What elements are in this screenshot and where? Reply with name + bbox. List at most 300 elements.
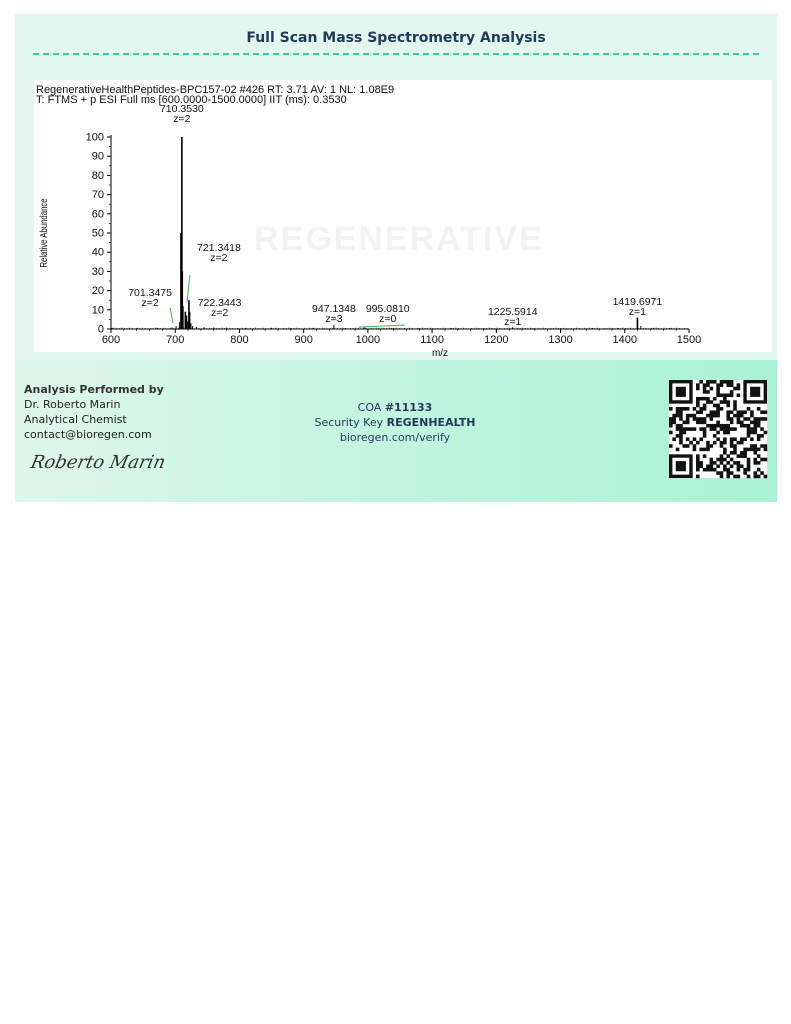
qr-module <box>737 410 741 414</box>
qr-module <box>703 454 707 458</box>
qr-module <box>679 434 683 438</box>
qr-module <box>740 451 744 455</box>
qr-module <box>753 431 757 435</box>
qr-module <box>696 397 700 401</box>
qr-module <box>733 448 737 452</box>
qr-module <box>740 410 744 414</box>
qr-module <box>710 468 714 472</box>
qr-module <box>686 417 690 421</box>
qr-module <box>713 461 717 465</box>
qr-module <box>757 437 761 441</box>
qr-module <box>747 424 751 428</box>
qr-module <box>723 468 727 472</box>
qr-module <box>740 454 744 458</box>
qr-module <box>743 424 747 428</box>
qr-module <box>699 448 703 452</box>
qr-module <box>669 424 673 428</box>
qr-module <box>753 444 757 448</box>
qr-module <box>733 444 737 448</box>
qr-module <box>676 414 680 418</box>
qr-module <box>737 475 741 479</box>
x-tick-label: 1100 <box>420 334 444 346</box>
peak-mz-label: 1225.5914 <box>487 306 538 318</box>
qr-module <box>679 424 683 428</box>
qr-module <box>696 468 700 472</box>
qr-module <box>703 421 707 425</box>
qr-module <box>760 410 764 414</box>
qr-module <box>730 417 734 421</box>
qr-module <box>723 458 727 462</box>
qr-module <box>726 454 730 458</box>
qr-module <box>696 454 700 458</box>
qr-module <box>696 461 700 465</box>
qr-module <box>757 454 761 458</box>
qr-module <box>710 444 714 448</box>
qr-module <box>686 437 690 441</box>
qr-module <box>703 431 707 435</box>
qr-module <box>743 437 747 441</box>
qr-module <box>699 397 703 401</box>
qr-module <box>706 383 710 387</box>
qr-module <box>693 444 697 448</box>
qr-module <box>713 427 717 431</box>
qr-module <box>703 387 707 391</box>
x-tick-label: 1400 <box>612 334 638 346</box>
qr-module <box>716 407 720 411</box>
coa-line <box>275 400 515 415</box>
y-tick-label: 50 <box>91 227 104 240</box>
qr-module <box>710 427 714 431</box>
qr-module <box>699 380 703 384</box>
qr-module <box>710 417 714 421</box>
qr-module <box>757 448 761 452</box>
analyst-role: Analytical Chemist <box>24 413 127 426</box>
qr-module <box>737 464 741 468</box>
qr-module <box>764 448 768 452</box>
qr-module <box>737 468 741 472</box>
verify-url[interactable]: bioregen.com/verify <box>339 431 451 444</box>
qr-module <box>710 464 714 468</box>
qr-module <box>720 458 724 462</box>
qr-module <box>679 427 683 431</box>
qr-module <box>726 424 730 428</box>
report-card <box>15 14 777 502</box>
mass-spectrum-panel <box>34 80 772 359</box>
qr-module <box>699 410 703 414</box>
qr-module <box>713 424 717 428</box>
mass-spectrum-chart <box>34 80 772 359</box>
qr-module <box>699 417 703 421</box>
qr-module <box>726 404 730 408</box>
qr-module <box>764 458 768 462</box>
qr-module <box>686 421 690 425</box>
qr-module <box>750 431 754 435</box>
qr-module <box>686 444 690 448</box>
qr-module <box>723 437 727 441</box>
qr-module <box>730 471 734 475</box>
qr-module <box>716 414 720 418</box>
qr-module <box>716 404 720 408</box>
qr-module <box>693 417 697 421</box>
qr-module <box>706 414 710 418</box>
qr-module <box>743 410 747 414</box>
qr-module <box>716 410 720 414</box>
qr-module <box>683 427 687 431</box>
qr-module <box>723 464 727 468</box>
qr-module <box>760 434 764 438</box>
qr-module <box>706 390 710 394</box>
coa-prefix: COA <box>357 401 385 414</box>
qr-module <box>730 390 734 394</box>
qr-module <box>696 400 700 404</box>
qr-module <box>726 410 730 414</box>
qr-module <box>753 461 757 465</box>
qr-module <box>764 417 768 421</box>
qr-module <box>710 380 714 384</box>
qr-module <box>679 407 683 411</box>
qr-module <box>730 437 734 441</box>
qr-module <box>706 397 710 401</box>
qr-module <box>716 464 720 468</box>
qr-module <box>726 400 730 404</box>
qr-module <box>710 387 714 391</box>
x-tick-label: 600 <box>101 334 121 346</box>
dashed-divider <box>33 53 759 55</box>
qr-module <box>750 414 754 418</box>
qr-module <box>710 461 714 465</box>
qr-module <box>696 441 700 445</box>
qr-module <box>737 454 741 458</box>
qr-module <box>743 471 747 475</box>
security-line <box>275 415 515 430</box>
qr-module <box>672 414 676 418</box>
qr-module <box>716 387 720 391</box>
qr-module <box>720 444 724 448</box>
peak-charge-label: z=1 <box>504 316 522 328</box>
qr-module <box>696 475 700 479</box>
qr-module <box>716 424 720 428</box>
qr-module <box>747 464 751 468</box>
qr-finder-inner <box>676 387 686 397</box>
peak-mz-label: 710.3530 <box>159 103 204 115</box>
qr-module <box>699 437 703 441</box>
qr-module <box>716 458 720 462</box>
qr-module <box>716 431 720 435</box>
qr-module <box>723 424 727 428</box>
analyst-block <box>24 382 164 442</box>
qr-module <box>720 475 724 479</box>
qr-module <box>703 434 707 438</box>
qr-module <box>716 471 720 475</box>
qr-module <box>716 390 720 394</box>
peak-charge-label: z=3 <box>325 313 343 325</box>
qr-module <box>699 464 703 468</box>
qr-module <box>726 380 730 384</box>
qr-module <box>747 475 751 479</box>
qr-module <box>676 434 680 438</box>
qr-module <box>730 427 734 431</box>
y-tick-label: 10 <box>91 304 104 317</box>
qr-code-icon[interactable] <box>669 380 767 478</box>
qr-module <box>720 461 724 465</box>
qr-module <box>703 427 707 431</box>
highlight-mark <box>170 308 173 323</box>
qr-module <box>730 444 734 448</box>
qr-module <box>760 471 764 475</box>
qr-module <box>706 380 710 384</box>
qr-module <box>716 394 720 398</box>
qr-module <box>703 404 707 408</box>
qr-module <box>753 424 757 428</box>
qr-module <box>753 475 757 479</box>
qr-module <box>740 464 744 468</box>
qr-module <box>733 437 737 441</box>
qr-module <box>720 424 724 428</box>
qr-module <box>713 404 717 408</box>
qr-module <box>753 451 757 455</box>
qr-module <box>686 407 690 411</box>
qr-module <box>696 383 700 387</box>
qr-module <box>747 458 751 462</box>
qr-module <box>730 394 734 398</box>
qr-module <box>679 414 683 418</box>
qr-module <box>733 404 737 408</box>
peak-charge-label: z=2 <box>141 297 159 309</box>
qr-module <box>753 421 757 425</box>
qr-module <box>740 441 744 445</box>
qr-module <box>713 410 717 414</box>
qr-module <box>706 468 710 472</box>
y-tick-label: 0 <box>97 323 104 336</box>
qr-module <box>760 427 764 431</box>
qr-module <box>730 451 734 455</box>
qr-module <box>699 461 703 465</box>
y-tick-label: 60 <box>91 208 104 221</box>
qr-module <box>750 427 754 431</box>
qr-module <box>706 444 710 448</box>
y-tick-label: 90 <box>91 150 104 163</box>
qr-module <box>672 421 676 425</box>
qr-module <box>716 383 720 387</box>
qr-module <box>676 407 680 411</box>
report-footer <box>15 360 777 502</box>
qr-module <box>713 380 717 384</box>
peak-charge-label: z=1 <box>628 306 647 318</box>
qr-module <box>753 471 757 475</box>
qr-module <box>747 431 751 435</box>
qr-module <box>747 468 751 472</box>
qr-module <box>737 394 741 398</box>
qr-module <box>720 471 724 475</box>
highlight-mark <box>359 325 405 327</box>
qr-module <box>753 417 757 421</box>
qr-module <box>713 434 717 438</box>
peak-charge-label: z=2 <box>210 252 228 264</box>
qr-module <box>683 421 687 425</box>
peak-mz-label: 722.3443 <box>197 297 242 309</box>
qr-module <box>737 461 741 465</box>
qr-module <box>693 427 697 431</box>
qr-module <box>733 475 737 479</box>
qr-module <box>764 410 768 414</box>
qr-module <box>747 434 751 438</box>
peak-charge-label: z=2 <box>210 307 229 319</box>
qr-module <box>760 417 764 421</box>
qr-module <box>696 417 700 421</box>
qr-module <box>720 383 724 387</box>
qr-module <box>679 431 683 435</box>
qr-module <box>743 451 747 455</box>
qr-module <box>710 410 714 414</box>
qr-module <box>723 394 727 398</box>
qr-module <box>710 424 714 428</box>
qr-module <box>703 397 707 401</box>
qr-module <box>720 454 724 458</box>
qr-module <box>723 427 727 431</box>
page-title: Full Scan Mass Spectrometry Analysis <box>246 30 546 46</box>
qr-module <box>710 414 714 418</box>
qr-module <box>743 468 747 472</box>
qr-module <box>683 407 687 411</box>
qr-module <box>676 410 680 414</box>
highlight-mark <box>187 275 190 302</box>
qr-module <box>740 424 744 428</box>
qr-module <box>723 400 727 404</box>
qr-module <box>689 414 693 418</box>
qr-module <box>696 410 700 414</box>
y-axis-label: Relative Abundance <box>38 198 50 268</box>
y-tick-label: 100 <box>85 131 104 144</box>
qr-module <box>703 407 707 411</box>
qr-module <box>689 427 693 431</box>
y-tick-label: 80 <box>91 169 104 182</box>
qr-module <box>723 441 727 445</box>
qr-module <box>706 400 710 404</box>
qr-module <box>750 421 754 425</box>
qr-module <box>713 397 717 401</box>
spectrum-header-line-1: RegenerativeHealthPeptides-BPC157-02 #426 RT: 3.71 AV: 1 NL: 1.08E9 <box>36 84 395 96</box>
qr-module <box>720 427 724 431</box>
qr-module <box>753 427 757 431</box>
qr-module <box>733 427 737 431</box>
qr-module <box>699 407 703 411</box>
qr-module <box>747 427 751 431</box>
qr-module <box>730 458 734 462</box>
qr-module <box>720 441 724 445</box>
y-tick-label: 40 <box>91 246 104 259</box>
qr-module <box>706 448 710 452</box>
qr-module <box>726 414 730 418</box>
qr-module <box>720 380 724 384</box>
qr-module <box>693 437 697 441</box>
qr-module <box>743 417 747 421</box>
qr-module <box>740 437 744 441</box>
analyst-email[interactable]: contact@bioregen.com <box>24 428 152 441</box>
x-tick-label: 1200 <box>484 334 509 346</box>
qr-module <box>733 400 737 404</box>
qr-module <box>713 468 717 472</box>
qr-module <box>750 444 754 448</box>
qr-module <box>689 441 693 445</box>
qr-module <box>706 441 710 445</box>
qr-module <box>696 458 700 462</box>
qr-module <box>743 454 747 458</box>
qr-module <box>723 397 727 401</box>
qr-module <box>703 448 707 452</box>
qr-module <box>753 458 757 462</box>
qr-module <box>679 441 683 445</box>
qr-module <box>726 427 730 431</box>
qr-module <box>726 468 730 472</box>
qr-module <box>699 427 703 431</box>
qr-module <box>683 444 687 448</box>
qr-module <box>669 444 673 448</box>
qr-module <box>723 448 727 452</box>
qr-module <box>750 448 754 452</box>
qr-module <box>730 441 734 445</box>
qr-module <box>740 414 744 418</box>
qr-module <box>747 448 751 452</box>
qr-module <box>764 444 768 448</box>
qr-module <box>676 427 680 431</box>
qr-module <box>730 464 734 468</box>
qr-module <box>757 434 761 438</box>
qr-module <box>730 410 734 414</box>
x-tick-label: 1000 <box>355 334 381 346</box>
qr-module <box>713 414 717 418</box>
qr-module <box>672 417 676 421</box>
qr-module <box>737 387 741 391</box>
qr-module <box>757 468 761 472</box>
qr-module <box>676 424 680 428</box>
qr-module <box>686 427 690 431</box>
qr-module <box>679 437 683 441</box>
spectrum-header-line-2: T: FTMS + p ESI Full ms [600.0000-1500.0000] IIT (ms): 0.3530 <box>36 94 347 106</box>
signature: Roberto Marin <box>28 452 168 473</box>
qr-module <box>757 407 761 411</box>
qr-module <box>720 400 724 404</box>
qr-module <box>669 431 673 435</box>
security-prefix: Security Key <box>314 416 387 429</box>
peak-charge-label: z=0 <box>379 313 397 325</box>
qr-module <box>706 464 710 468</box>
x-tick-label: 1500 <box>676 334 702 346</box>
qr-module <box>683 431 687 435</box>
qr-module <box>686 414 690 418</box>
qr-module <box>750 437 754 441</box>
qr-module <box>733 387 737 391</box>
qr-module <box>716 437 720 441</box>
qr-module <box>764 475 768 479</box>
peak-mz-label: 721.3418 <box>197 242 241 254</box>
qr-module <box>693 448 697 452</box>
qr-module <box>696 421 700 425</box>
qr-module <box>723 380 727 384</box>
watermark-text: REGENERATIVE <box>254 220 544 258</box>
x-tick-label: 1300 <box>548 334 573 346</box>
qr-module <box>733 407 737 411</box>
y-tick-label: 30 <box>91 265 104 278</box>
qr-module <box>699 421 703 425</box>
peak-mz-label: 1419.6971 <box>612 296 663 308</box>
qr-module <box>696 464 700 468</box>
qr-module <box>693 407 697 411</box>
qr-module <box>737 441 741 445</box>
qr-module <box>703 468 707 472</box>
qr-module <box>757 417 761 421</box>
analyst-name: Dr. Roberto Marin <box>24 398 121 411</box>
x-tick-label: 900 <box>294 334 313 346</box>
